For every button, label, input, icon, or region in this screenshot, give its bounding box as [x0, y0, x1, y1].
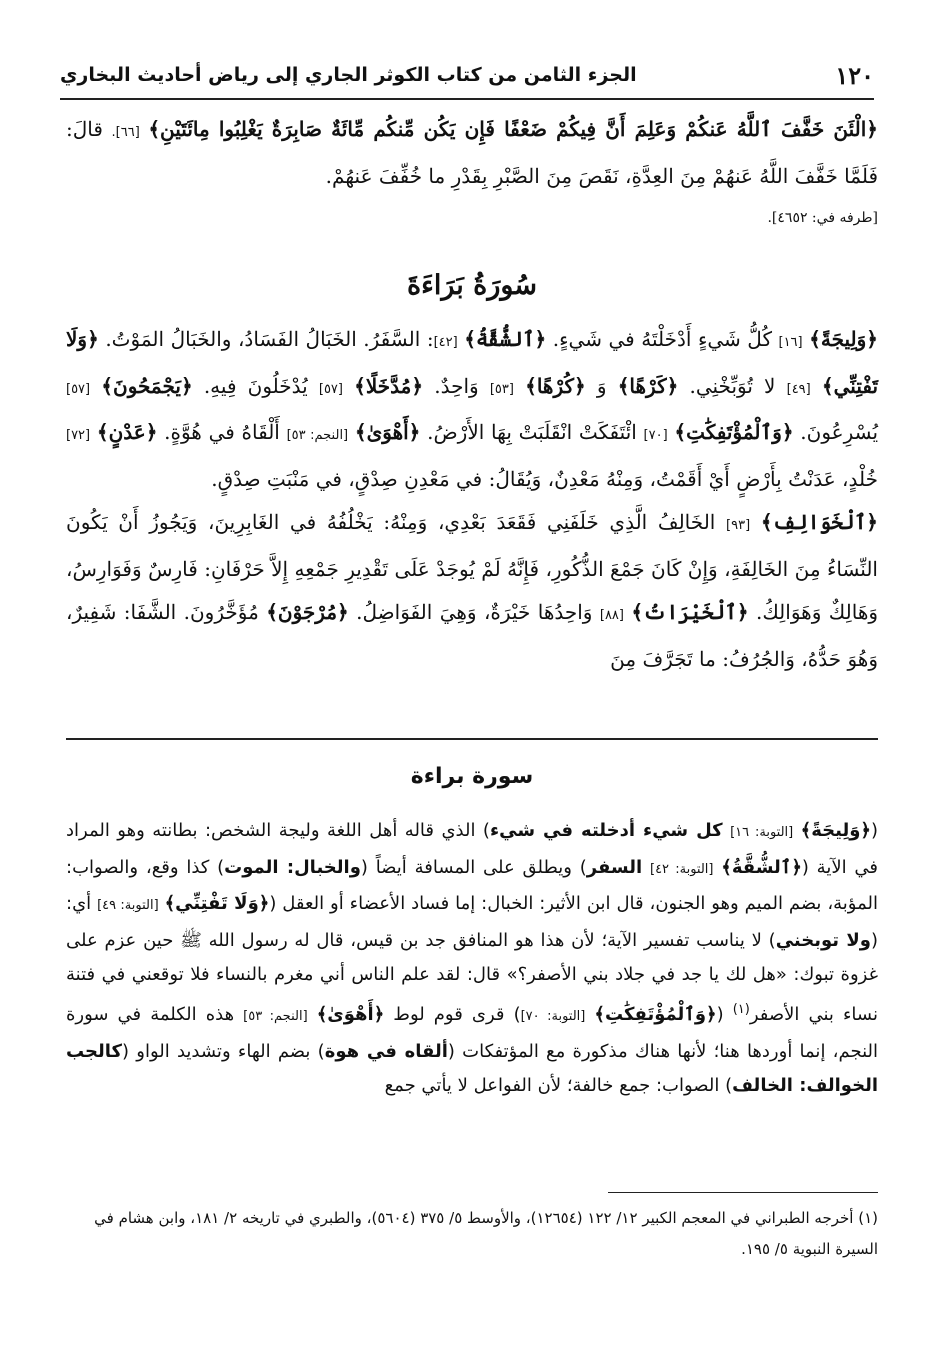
- verse-ref: [٥٧]: [318, 381, 343, 397]
- text-run: ) قرى قوم لوط: [384, 1003, 521, 1025]
- footnotes: [66, 1203, 878, 1265]
- text-run: أي: (: [66, 893, 878, 951]
- verse-ref: [النجم: ٥٣]: [243, 1008, 308, 1024]
- quran-word: ﴿وَلَا تَفْتِنِّي﴾: [164, 893, 270, 915]
- text-run: [308, 1004, 317, 1025]
- text-run: هذه الكلمة في سورة النجم، إنما أوردها هنا؛ لأنها هناك مذكورة مع المؤتفكات (: [66, 1003, 878, 1062]
- page-number: ١٢٠: [835, 60, 874, 90]
- quran-word: ﴿يَجْمَحُونَ﴾: [101, 373, 193, 398]
- verse-ref: [٤٩]: [786, 381, 811, 397]
- text-run: أَلْقَاهُ في هُوَّةٍ.: [157, 420, 287, 444]
- verse-ref: [النجم: ٥٣]: [286, 428, 349, 443]
- text-run: وَاحِدُهَا خَيْرَةٌ، وَهِيَ الفَوَاضِلُ.: [348, 600, 600, 624]
- tarfuh-ref: [طرفه في: ٤٦٥٢].: [767, 210, 878, 226]
- verse-ref: [٧٠]: [643, 428, 668, 443]
- text-run: (: [716, 1003, 733, 1025]
- quran-word: ﴿وَٱلْمُؤْتَفِكَٰتِ﴾: [594, 1003, 717, 1025]
- footnote-rule: [608, 1192, 878, 1193]
- text-run: ائْتَفَكَتْ انْقَلَبَتْ بِهَا الأَرْضُ.: [420, 420, 644, 444]
- quran-word: ﴿مُدَّخَلًا﴾: [354, 373, 424, 398]
- text-run: يُدْخَلُونَ فِيهِ.: [192, 373, 319, 398]
- text-run: ) كذا وقع، والصواب: المؤبة، بضم الميم وهو الجنون، قال ابن الأثير: الخبال: إما فساد الأعضاء أو العقل (: [66, 856, 878, 915]
- text-run: [343, 374, 354, 398]
- text-run: (: [870, 820, 878, 841]
- verse-ref: [٥٣]: [489, 381, 514, 397]
- verse-ref: [٩٣]: [726, 518, 751, 533]
- quran-word: ﴿وَلِيجَةً﴾: [809, 327, 879, 351]
- quran-word: ﴿ٱلشُّقَّةُ﴾: [464, 327, 547, 351]
- footnote-1: (١) أخرجه الطبراني في المعجم الكبير ١٢/ ١٢٢ (١٢٦٥٤)، والأوسط ٥/ ٣٧٥ (٥٦٠٤)، والطبري في تاريخه ٢/ ١٨١، وابن هشام في السيرة النبوية ٥/ ١٩٥.: [94, 1209, 878, 1258]
- quoted-phrase: كالجب الخوالف: الخالف: [66, 1040, 878, 1097]
- text-run: [642, 857, 650, 878]
- text-run: [90, 374, 101, 398]
- text-run: [811, 374, 822, 398]
- text-run: مُؤَخَّرُونَ. الشَّفَا: شَفِيرٌ، وَهُوَ حَدُّهُ، وَالجُرُفُ: ما تَجَرَّفَ مِنَ: [66, 600, 878, 671]
- matn-paragraph: [66, 501, 878, 681]
- quran-word: ﴿ٱلشُّقَّةُ﴾: [721, 856, 802, 878]
- quran-word: ﴿ٱلْخَوَالِفِ﴾: [760, 510, 878, 534]
- verse-ref: [التوبة: ٤٢]: [649, 861, 714, 877]
- verse-ref: [١٦]: [778, 335, 803, 350]
- quoted-phrase: والخبال: الموت: [224, 856, 361, 878]
- sharh-paragraph: [66, 814, 878, 1104]
- text-run: [793, 820, 800, 841]
- matn-text: قالَ: فَلَمَّا خَفَّفَ اللَّهُ عَنهُمْ مِنَ العِدَّةِ، نَقَصَ مِنَ الصَّبْرِ بِقَدْرِ ما خُفِّفَ عَنهُمْ.: [66, 117, 878, 188]
- verse-ref: [التوبة: ١٦]: [730, 825, 794, 840]
- text-run: وَاحِدٌ.: [423, 373, 490, 398]
- quran-word: ﴿أَهْوَىٰ﴾: [354, 420, 421, 444]
- quran-word: ﴿وَلَا تَفْتِنِّي﴾: [66, 327, 879, 398]
- sharh-surah-heading: سورة براءة: [410, 764, 534, 789]
- verse-number: [٦٦].: [111, 125, 140, 140]
- sharh-text: [66, 814, 878, 1104]
- running-head: الجزء الثامن من كتاب الكوثر الجاري إلى رياض أحاديث البخاري: [60, 64, 637, 86]
- text-run: ) الصواب: جمع خالفة؛ لأن الفواعل لا يأتي جمع: [384, 1075, 733, 1097]
- footnote-marker: (١): [732, 1001, 750, 1017]
- verse-ref: [٨٨]: [599, 608, 624, 623]
- quran-word: ﴿ٱلْخَيْرَاتُ﴾: [631, 600, 749, 624]
- text-run: [750, 510, 761, 534]
- quran-word: ﴿أَهْوَىٰ﴾: [316, 1003, 385, 1025]
- quran-word: ﴿كُرْهًا﴾: [525, 373, 586, 398]
- verse-ref: [٧٢]: [66, 428, 91, 443]
- section-divider: [66, 738, 878, 740]
- text-run: ) الذي قاله أهل اللغة وليجة الشخص: بطانته وهو المراد في الآية (: [66, 820, 878, 878]
- quran-word: ﴿كَرْهًا﴾: [617, 373, 679, 398]
- verse-ref: [التوبة: ٤٩]: [97, 898, 159, 914]
- text-run: [723, 820, 730, 841]
- text-run: [514, 374, 525, 398]
- matn-top: [66, 108, 878, 238]
- quran-word: ﴿وَٱلْمُؤْتَفِكَٰتِ﴾: [674, 420, 794, 444]
- tarfuh-line: [66, 198, 878, 238]
- matn-surah-heading: سُورَةُ بَرَاءَةَ: [407, 270, 537, 301]
- matn-top-paragraph: [66, 108, 878, 198]
- text-run: ) بضم الهاء وتشديد الواو (: [122, 1040, 325, 1062]
- text-run: يُسْرِعُونَ.: [793, 420, 879, 444]
- verse-ref: [التوبة: ٧٠]: [520, 1008, 586, 1024]
- text-run: الخَالِفُ الَّذِي خَلَفَنِي فَقَعَدَ بَعْدِي، وَمِنْهُ: يَخْلُفُهُ في الغَابِرِينَ، وَيَجُوزُ أَنْ يَكُونَ النِّسَاءُ مِنَ الخَالِفَةِ، وَإِنْ كَانَ جَمْعَ الذُّكُورِ، فَإِنَّهُ لَمْ يُوجَدْ عَلَى تَقْدِيرِ جَمْعِهِ إِلاَّ حَرْفَانِ: فَارِسٌ وَفَوَارِسُ، وَهَالِكٌ وَهَوَالِكُ.: [66, 510, 879, 624]
- text-run: كُلُّ شَيءٍ أَدْخَلْتَهُ في شَيءٍ.: [546, 327, 779, 351]
- quran-verse: ﴿الْئَنَ خَفَّفَ ٱللَّهُ عَنكُمْ وَعَلِمَ أَنَّ فِيكُمْ ضَعْفًا فَإِن يَكُن مِّنكُم مِّائَةٌ صَابِرَةٌ يَغْلِبُوا مِائَتَيْنِ﴾: [148, 117, 879, 141]
- text-run: : السَّفَرُ. الخَبَالُ الفَسَادُ، والخَبَالُ المَوْتُ.: [98, 327, 434, 351]
- quoted-phrase: السفر: [586, 856, 643, 878]
- text-run: وَ: [585, 373, 618, 398]
- matn-paragraph: [66, 318, 878, 501]
- verse-ref: [٥٧]: [66, 381, 91, 397]
- page-header: [60, 52, 874, 100]
- quran-word: ﴿وَلِيجَةً﴾: [800, 820, 871, 841]
- matn-baraa-text: [66, 318, 878, 681]
- text-run: خُلْدٍ، عَدَنْتُ بِأَرْضٍ أَيْ أَقَمْتُ، وَمِنْهُ مَعْدِنٌ، وَيُقَالُ: في مَعْدِنِ صِدْقٍ، في مَنْبَتِ صِدْقٍ.: [211, 466, 878, 491]
- text-run: ) لا يناسب تفسير الآية؛ لأن هذا هو المنافق جد بن قيس، قال له رسول الله ﷺ حين عزم على غزوة تبوك: «هل لك يا جد في جلاد بني الأصفر؟» قال: لقد علم الناس أني مغرم بالنساء فلا توقعني في فتنة نساء بني الأصفر: [66, 929, 878, 1025]
- text-run: [348, 420, 355, 444]
- quoted-phrase: كل شيء أدخلته في شيء: [489, 820, 723, 841]
- text-run: لا تُوَبِّخْنِي.: [678, 373, 787, 398]
- quoted-phrase: ولا توبخني: [775, 929, 871, 951]
- quran-word: ﴿مُرْجَوْنَ﴾: [266, 600, 349, 624]
- verse-ref: [٤٢]: [433, 335, 458, 350]
- quran-word: ﴿عَدْنٍ﴾: [96, 420, 158, 444]
- quoted-phrase: ألقاه في هوة: [324, 1040, 448, 1062]
- text-run: [90, 420, 97, 444]
- text-run: ) ويطلق على المسافة أيضاً (: [360, 856, 587, 878]
